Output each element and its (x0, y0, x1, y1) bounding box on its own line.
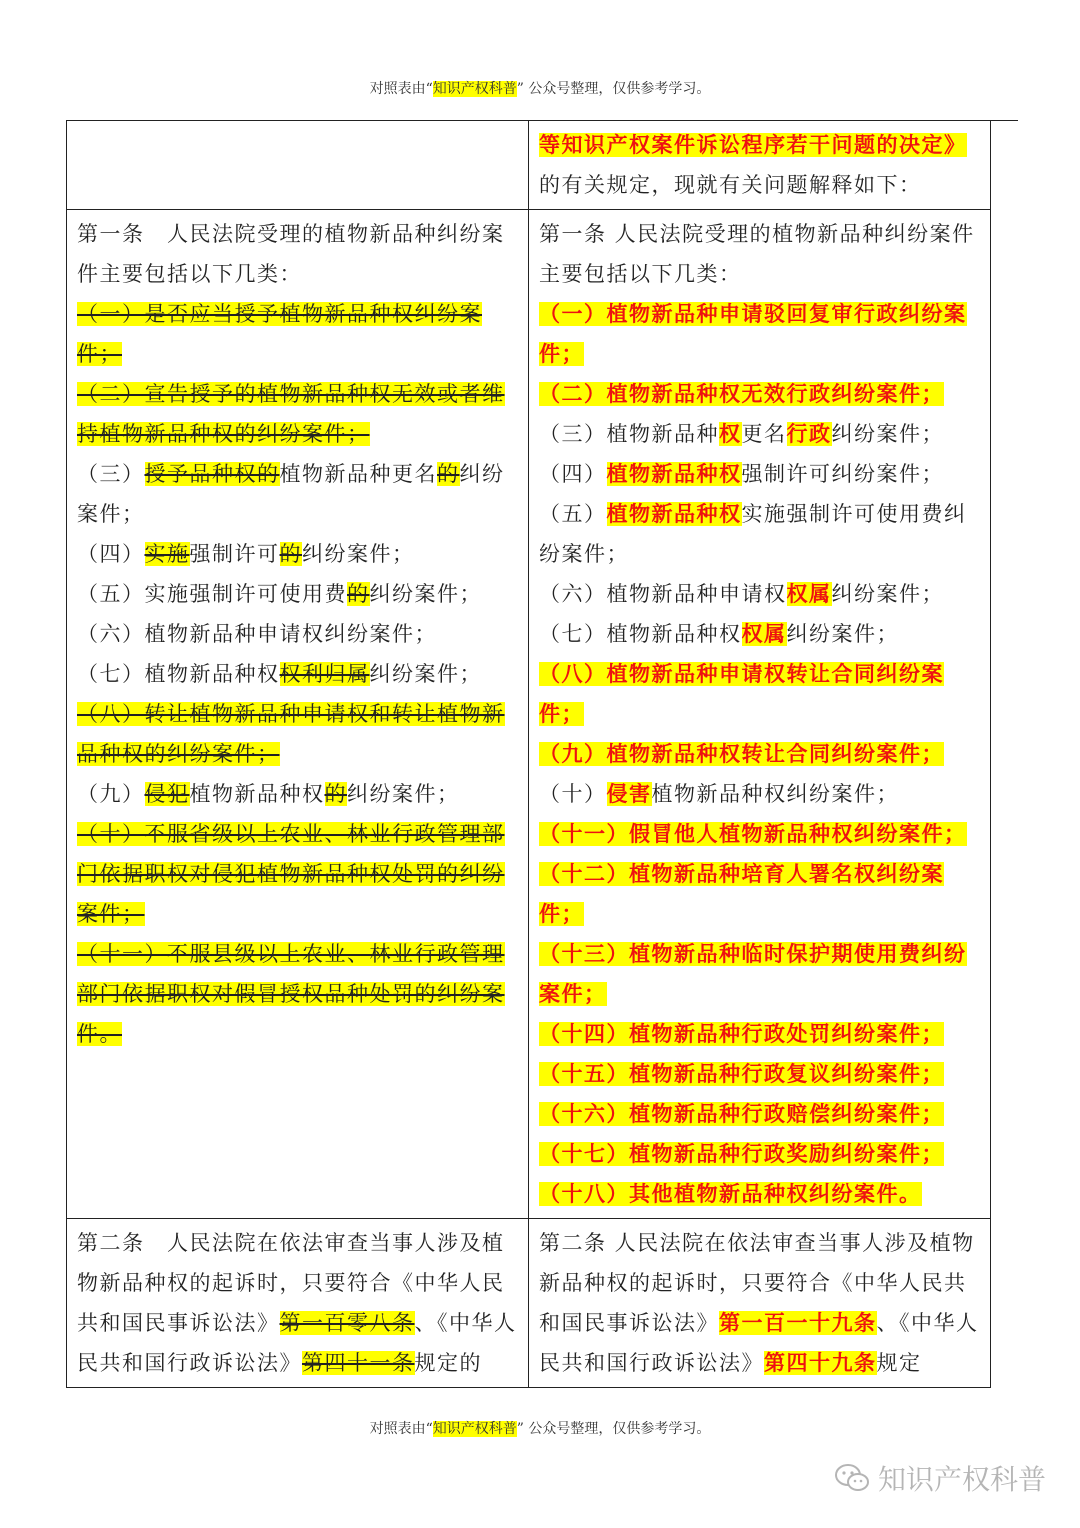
deleted-text: 第一百零八条 (279, 1311, 415, 1335)
footer-note-suffix: ” 公众号整理，仅供参考学习。 (516, 1421, 711, 1437)
deleted-text: 的 (347, 582, 370, 606)
header-note-prefix: 对照表由“ (369, 81, 433, 97)
article1-new-item-13: （十三）植物新品种临时保护期使用费纠纷案件； (539, 942, 967, 1006)
added-text: 权属 (786, 582, 832, 606)
deleted-text: 侵犯 (144, 782, 190, 806)
deleted-text: 的 (324, 782, 347, 806)
article2-old-text: 、《中华人民共和国行政诉讼法》 (77, 1311, 517, 1375)
item-text: 强制许可 (189, 542, 280, 566)
row0-left-cell (67, 121, 529, 210)
article1-new-item-14: （十四）植物新品种行政处罚纠纷案件； (539, 1022, 944, 1046)
item-text: 纠纷案件； (347, 782, 460, 806)
row0-right-red-text: 等知识产权案件诉讼程序若干问题的决定》 (539, 133, 967, 157)
deleted-text: 实施 (144, 542, 190, 566)
table-row (67, 121, 991, 210)
article1-new-item-9: （九）植物新品种权转让合同纠纷案件； (539, 742, 944, 766)
header-note-suffix: ” 公众号整理，仅供参考学习。 (516, 81, 711, 97)
deleted-text: 授予品种权的 (144, 462, 280, 486)
footer-note-prefix: 对照表由“ (369, 1421, 433, 1437)
article2-old-text: 规定的 (414, 1351, 482, 1375)
table-top-extension (988, 120, 1018, 121)
added-text: 行政 (786, 422, 832, 446)
item-text: （五）实施强制许可使用费 (77, 582, 347, 606)
article1-old-item-6: （六）植物新品种申请权纠纷案件； (77, 622, 437, 646)
article1-old-item-5 (77, 574, 518, 614)
item-prefix: （五） (539, 502, 607, 526)
table-row (67, 210, 991, 1219)
row0-right-cell (529, 121, 991, 210)
item-text: 纠纷案件； (831, 422, 944, 446)
added-text: 植物新品种权 (606, 462, 742, 486)
article2-old-cell (67, 1219, 529, 1388)
article1-new-cell (529, 210, 991, 1219)
article1-new-item-10 (539, 774, 980, 814)
item-prefix: （四） (539, 462, 607, 486)
item-text: 植物新品种权纠纷案件； (651, 782, 899, 806)
article1-new-item-1: （一）植物新品种申请驳回复审行政纠纷案件； (539, 302, 967, 366)
article1-old-cell (67, 210, 529, 1219)
added-text: 第四十九条 (764, 1351, 877, 1375)
added-text: 权 (719, 422, 742, 446)
article2-new-cell (529, 1219, 991, 1388)
item-text: 实施强制许可使用费纠纷案件； (539, 502, 967, 566)
article2-old-text: 第二条 人民法院在依法审查当事人涉及植物新品种权的起诉时，只要符合《中华人民共和国民事诉讼法》 (77, 1231, 505, 1335)
item-text: （七）植物新品种权 (77, 662, 280, 686)
article1-new-item-6 (539, 574, 980, 614)
header-note (0, 78, 1080, 98)
item-text: （六）植物新品种申请权 (539, 582, 787, 606)
item-text: （三）植物新品种 (539, 422, 719, 446)
article2-new-text: 、《中华人民共和国行政诉讼法》 (539, 1311, 979, 1375)
article1-new-item-7 (539, 614, 980, 654)
added-text: 植物新品种权 (606, 502, 742, 526)
item-text: 纠纷案件； (831, 582, 944, 606)
item-prefix: （四） (77, 542, 145, 566)
article1-new-item-11: （十一）假冒他人植物新品种权纠纷案件； (539, 822, 967, 846)
table-row (67, 1219, 991, 1388)
footer-note (0, 1418, 1080, 1438)
article1-old-intro: 第一条 人民法院受理的植物新品种纠纷案件主要包括以下几类： (77, 222, 505, 286)
item-text: 纠纷案件； (302, 542, 415, 566)
comparison-table (66, 120, 991, 1388)
article1-old-item-8: （八）转让植物新品种申请权和转让植物新品种权的纠纷案件； (77, 702, 505, 766)
item-text: 更名 (741, 422, 787, 446)
item-text: 纠纷案件； (77, 462, 505, 526)
item-text: 植物新品种更名 (279, 462, 437, 486)
article1-old-item-11: （十一）不服县级以上农业、林业行政管理部门依据职权对假冒授权品种处罚的纠纷案件。 (77, 942, 505, 1046)
header-note-brand: 知识产权科普 (432, 81, 517, 97)
deleted-text: 第四十一条 (302, 1351, 415, 1375)
article1-new-item-17: （十七）植物新品种行政奖励纠纷案件； (539, 1142, 944, 1166)
item-text: 纠纷案件； (786, 622, 899, 646)
item-text: 强制许可纠纷案件； (741, 462, 944, 486)
article2-new-text: 第二条 人民法院在依法审查当事人涉及植物新品种权的起诉时，只要符合《中华人民共和国民事诉讼法》 (539, 1231, 975, 1335)
article1-old-item-10: （十）不服省级以上农业、林业行政管理部门依据职权对侵犯植物新品种权处罚的纠纷案件； (77, 822, 505, 926)
deleted-text: 的 (437, 462, 460, 486)
deleted-text: 的 (279, 542, 302, 566)
wechat-icon (834, 1463, 870, 1493)
deleted-text: 权利归属 (279, 662, 370, 686)
article1-new-item-15: （十五）植物新品种行政复议纠纷案件； (539, 1062, 944, 1086)
item-text: 纠纷案件； (369, 582, 482, 606)
item-prefix: （十） (539, 782, 607, 806)
row0-right-plain-text: 的有关规定，现就有关问题解释如下： (539, 173, 922, 197)
item-text: 植物新品种权 (189, 782, 325, 806)
item-text: 纠纷案件； (369, 662, 482, 686)
item-text: （七）植物新品种权 (539, 622, 742, 646)
article1-old-item-7 (77, 654, 518, 694)
article2-new-text: 规定 (876, 1351, 922, 1375)
article1-new-item-3 (539, 414, 980, 454)
watermark-text: 知识产权科普 (877, 1463, 1046, 1496)
article1-new-item-8: （八）植物新品种申请权转让合同纠纷案件； (539, 662, 944, 726)
article1-old-item-2: （二）宣告授予的植物新品种权无效或者维持植物新品种权的纠纷案件； (77, 382, 505, 446)
article1-new-item-12: （十二）植物新品种培育人署名权纠纷案件； (539, 862, 944, 926)
article1-new-item-4 (539, 454, 980, 494)
article1-new-item-2: （二）植物新品种权无效行政纠纷案件； (539, 382, 944, 406)
item-prefix: （三） (77, 462, 145, 486)
watermark (834, 1458, 1046, 1498)
article1-new-item-18: （十八）其他植物新品种权纠纷案件。 (539, 1182, 922, 1206)
added-text: 权属 (741, 622, 787, 646)
article1-new-item-16: （十六）植物新品种行政赔偿纠纷案件； (539, 1102, 944, 1126)
item-prefix: （九） (77, 782, 145, 806)
added-text: 侵害 (606, 782, 652, 806)
article1-old-item-3 (77, 454, 518, 534)
article1-new-intro: 第一条 人民法院受理的植物新品种纠纷案件主要包括以下几类： (539, 222, 975, 286)
footer-note-brand: 知识产权科普 (432, 1421, 517, 1437)
article1-new-item-5 (539, 494, 980, 574)
article1-old-item-4 (77, 534, 518, 574)
article1-old-item-1: （一）是否应当授予植物新品种权纠纷案件； (77, 302, 482, 366)
added-text: 第一百一十九条 (719, 1311, 877, 1335)
article1-old-item-9 (77, 774, 518, 814)
